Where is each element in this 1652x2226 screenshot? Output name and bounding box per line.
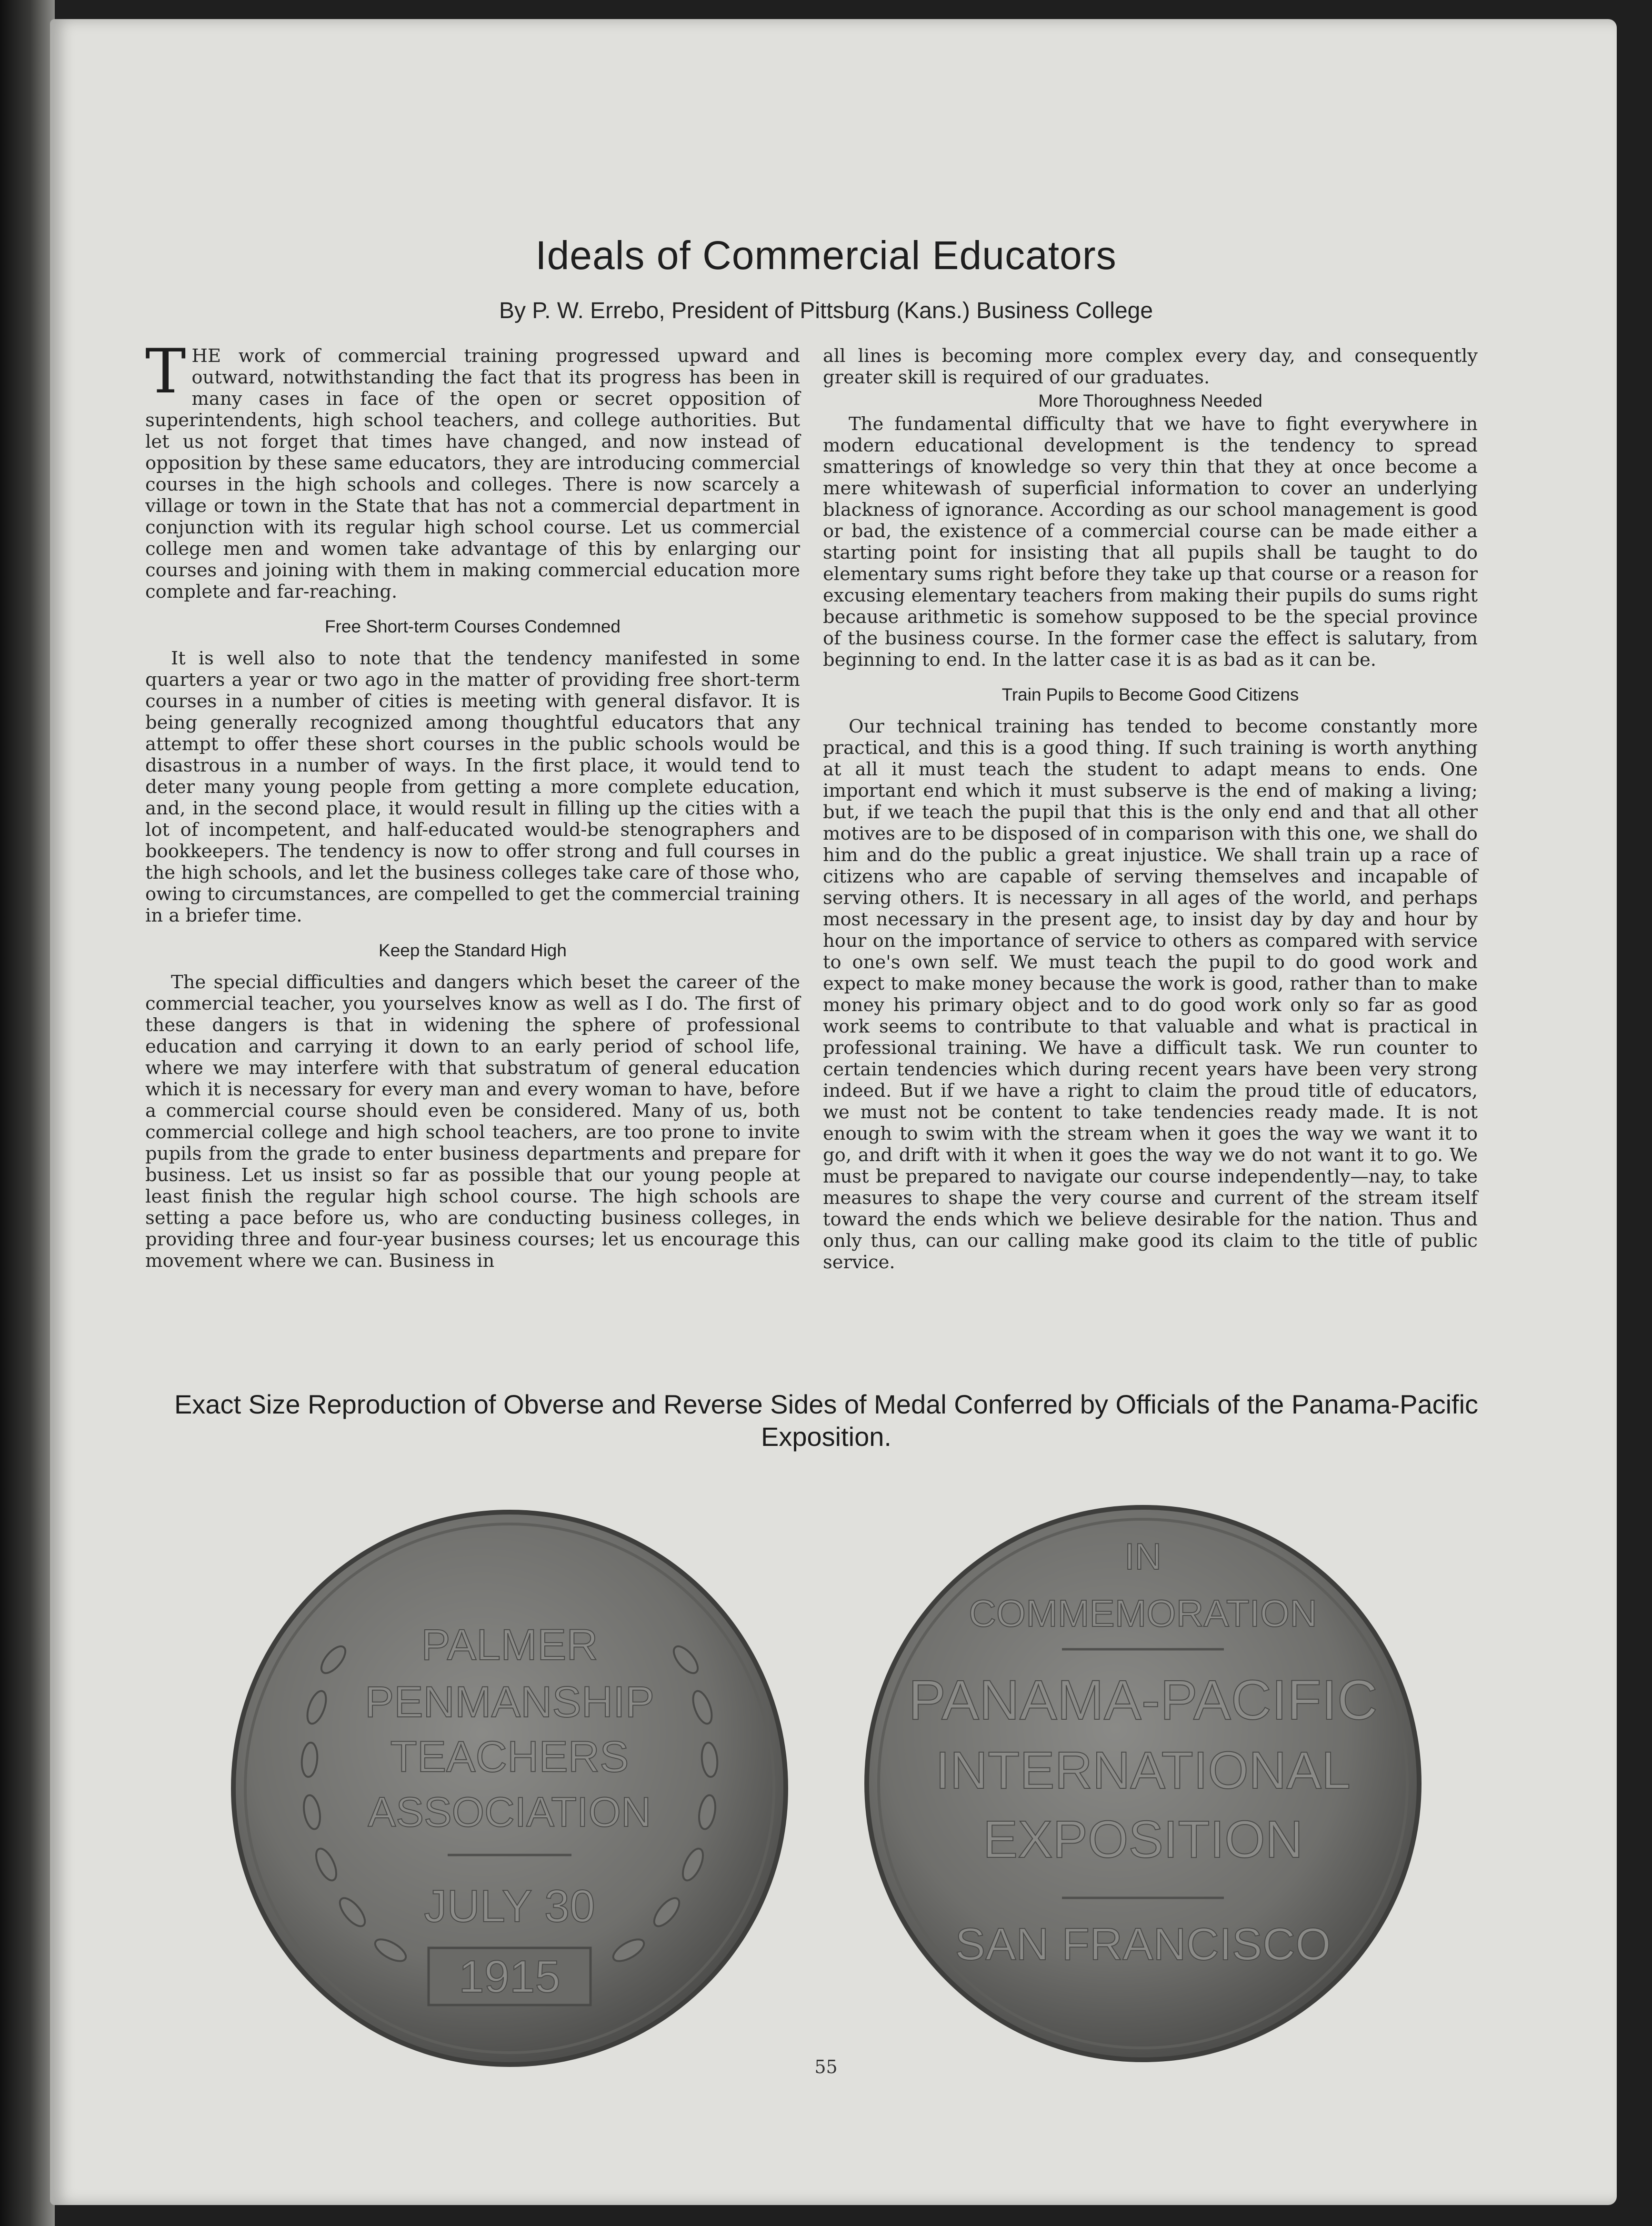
intro-paragraph bbox=[145, 336, 800, 602]
medal-obverse-graphic bbox=[224, 1503, 795, 2074]
section-heading-thoroughness: More Thoroughness Needed bbox=[1038, 391, 1262, 411]
medal-reverse-line-3: PANAMA-PACIFIC bbox=[908, 1669, 1378, 1732]
section-text-thoroughness: The fundamental difficulty that we have to fight everywhere in modern educational development is the tendency to spread smatterings of knowledge so very thin that they at once become a mere whitewash of superficial information to cover an underlying blackness of ignorance. According as our school management is good or bad, the existence of a commercial course can be made either a starting point for insisting that all pupils shall be taught to do elementary sums right before they take up that course or a reason for excusing elementary teachers from making their pupils do sums right because arithmetic is somehow supposed to be the special province of the business course. In the former case the effect is salutary, from beginning to end. In the latter case it is as bad as it can be. bbox=[823, 413, 1478, 671]
continuation-paragraph: all lines is becoming more complex every day, and consequently greater skill is required of our graduates. bbox=[823, 345, 1478, 388]
medal-obverse-line-5: JULY 30 bbox=[424, 1881, 595, 1932]
section-heading-free-short-term: Free Short-term Courses Condemned bbox=[324, 617, 621, 636]
medal-reverse-line-6: SAN FRANCISCO bbox=[955, 1919, 1331, 1970]
left-column bbox=[145, 336, 800, 1272]
medal-reverse-line-5: EXPOSITION bbox=[982, 1810, 1303, 1869]
page-number: 55 bbox=[814, 2056, 838, 2077]
medal-reverse-line-1: IN bbox=[1124, 1535, 1161, 1577]
section-heading-standard-high: Keep the Standard High bbox=[379, 941, 567, 960]
article-byline: By P. W. Errebo, President of Pittsburg (Kans.) Business College bbox=[499, 298, 1153, 323]
drop-cap: T bbox=[145, 336, 186, 407]
intro-text: HE work of commercial training progressed upward and outward, notwithstanding the fact that its progress has been in many cases in face of the open or secret opposition of superintendents, high school teachers, and college authorities. But let us not forget that times have changed, and now instead of opposition by these same educators, they are introducing commercial courses in the high schools and colleges. There is now scarcely a village or town in the State that has not a commercial department in conjunction with its regular high school course. Let us commercial college men and women take advantage of this by enlarging our courses and joining with them in making commercial education more complete and far-reaching. bbox=[145, 345, 800, 602]
book-spine-shadow bbox=[0, 0, 55, 2226]
medal-reverse bbox=[857, 1498, 1429, 2069]
medal-obverse-line-1: PALMER bbox=[421, 1621, 598, 1669]
section-text-standard-high: The special difficulties and dangers which beset the career of the commercial teacher, you yourselves know as well as I do. The first of these dangers is that in widening the sphere of professional education and carrying it down to an early period of school life, where we may interfere with that substratum of general education which it is necessary for every man and every woman to have, before a commercial course should even be considered. Many of us, both commercial college and high school teachers, are too prone to invite pupils from the grade to enter business departments and prepare for business. Let us insist so far as possible that our young people at least finish the regular high school course. The high schools are setting a pace before us, who are conducting business colleges, in providing three and four-year business courses; let us encourage this movement where we can. Business in bbox=[145, 972, 800, 1272]
figure-caption: Exact Size Reproduction of Obverse and Reverse Sides of Medal Conferred by Officials of the Panama-Pacific Exposition. bbox=[174, 1389, 1479, 1452]
medal-reverse-line-4: INTERNATIONAL bbox=[935, 1741, 1351, 1800]
section-text-good-citizens: Our technical training has tended to become constantly more practical, and this is a good thing. If such training is worth anything at all it must teach the student to adapt means to ends. One important end which it must subserve is the end of making a living; but, if we teach the pupil that this is the only end and that all other motives are to be disposed of in comparison with this one, we shall do him and do the public a great injustice. We shall train up a race of citizens who are capable of serving themselves and incapable of serving others. It is necessary in all ages of the world, and perhaps most necessary in the present age, to insist day by day and hour by hour on the importance of service to others as compared with service to one's own self. We must teach the pupil to do good work and expect to make money because the work is good, rather than to make money his primary object and to do good work only so far as good work seems to contribute to that valuable and what is practical in professional training. We have a difficult task. We run counter to certain tendencies which during recent years have been very strong indeed. But if we have a right to claim the proud title of educators, we must not be content to take tendencies ready made. It is not enough to swim with the stream when it goes the way we want it to go, and drift with it when it goes the way we do not want it to go. We must be prepared to navigate our course independently—nay, to take measures to shape the very course and current of the stream itself toward the ends which we believe desirable for the nation. Thus and only thus, can our calling make good its claim to the title of public service. bbox=[823, 716, 1478, 1273]
medal-obverse-line-4: ASSOCIATION bbox=[368, 1788, 651, 1835]
medal-reverse-graphic bbox=[857, 1498, 1429, 2069]
medal-obverse-line-2: PENMANSHIP bbox=[364, 1678, 655, 1726]
article-title: Ideals of Commercial Educators bbox=[535, 233, 1117, 278]
medal-obverse bbox=[224, 1503, 795, 2074]
medal-obverse-line-3: TEACHERS bbox=[390, 1733, 629, 1781]
section-heading-good-citizens: Train Pupils to Become Good Citizens bbox=[1001, 685, 1299, 704]
section-text-free-short-term: It is well also to note that the tendency manifested in some quarters a year or two ago in the matter of providing free short-term courses in a number of cities is meeting with general disfavor. It is being generally recognized among thoughtful educators that any attempt to offer these short courses in the public schools would be disastrous in a number of ways. In the first place, it would tend to deter many young people from getting a more complete education, and, in the second place, it would result in filling up the cities with a lot of incompetent, and half-educated would-be stenographers and bookkeepers. The tendency is now to offer strong and full courses in the high schools, and let the business colleges take care of those who, owing to circumstances, are compelled to get the commercial training in a briefer time. bbox=[145, 648, 800, 926]
medal-reverse-line-2: COMMEMORATION bbox=[969, 1592, 1317, 1634]
medal-obverse-line-6: 1915 bbox=[459, 1951, 561, 2002]
right-column bbox=[823, 345, 1478, 1273]
